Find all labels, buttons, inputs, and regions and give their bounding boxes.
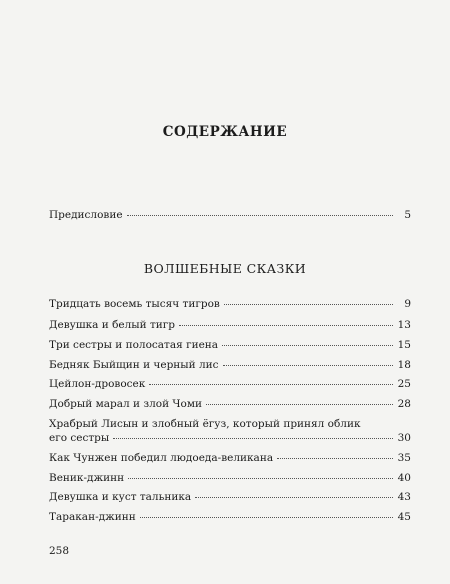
- toc-entry-page: 28: [397, 398, 411, 410]
- toc-entry-page: 9: [404, 298, 411, 310]
- toc-entry: [49, 377, 411, 391]
- toc-entry: [49, 318, 411, 332]
- page-title: СОДЕРЖАНИЕ: [162, 124, 288, 140]
- toc-entry-label: Веник-джинн: [49, 472, 125, 484]
- toc-entry-label: Добрый марал и злой Чоми: [49, 398, 203, 410]
- toc-entry-label: Бедняк Быйщин и черный лис: [49, 359, 219, 371]
- page-number: 258: [49, 545, 70, 557]
- toc-entry: [49, 510, 411, 524]
- dot-leader: [223, 365, 393, 366]
- toc-entry-label: Храбрый Лисын и злобный ёгуз, который принял облик: [49, 418, 361, 430]
- toc-entry: [49, 297, 411, 311]
- dot-leader: [149, 384, 393, 385]
- toc-entry-page: 18: [397, 359, 411, 371]
- dot-leader: [277, 458, 393, 459]
- toc-entry-label: Тридцать восемь тысяч тигров: [49, 298, 220, 310]
- toc-entry-label: Девушка и куст тальника: [49, 491, 192, 503]
- toc-entry-label-continued: его сестры: [49, 432, 110, 444]
- toc-entry: [49, 397, 411, 411]
- toc-entry-page: 43: [397, 491, 411, 503]
- section-title: ВОЛШЕБНЫЕ СКАЗКИ: [143, 261, 307, 276]
- dot-leader: [140, 517, 393, 518]
- toc-entry-preface: [49, 208, 411, 222]
- toc-entry-page: 35: [397, 452, 411, 464]
- toc-entry-page: 45: [397, 511, 411, 523]
- toc-entry: [49, 358, 411, 372]
- toc-entry-label: Девушка и белый тигр: [49, 319, 176, 331]
- toc-entry: [49, 451, 411, 465]
- toc-entry-page: 15: [397, 339, 411, 351]
- toc-entry: [49, 471, 411, 485]
- dot-leader: [195, 497, 393, 498]
- toc-entry-page: 25: [397, 378, 411, 390]
- dot-leader: [128, 478, 393, 479]
- toc-entry-label: Как Чунжен победил людоеда-великана: [49, 452, 274, 464]
- toc-entry: [49, 338, 411, 352]
- toc-entry: [49, 417, 411, 445]
- toc-entry-page: 13: [397, 319, 411, 331]
- toc-entry-page: 30: [397, 432, 411, 444]
- dot-leader: [127, 215, 393, 216]
- dot-leader: [222, 345, 393, 346]
- toc-entry-label: Таракан-джинн: [49, 511, 136, 523]
- dot-leader: [206, 404, 393, 405]
- toc-entry: [49, 490, 411, 504]
- toc-entry-label: Предисловие: [49, 209, 123, 221]
- toc-entry-page: 5: [404, 209, 411, 221]
- toc-entry-label: Цейлон-дровосек: [49, 378, 146, 390]
- dot-leader: [224, 304, 393, 305]
- toc-entry-page: 40: [397, 472, 411, 484]
- dot-leader: [179, 325, 393, 326]
- toc-entry-label: Три сестры и полосатая гиена: [49, 339, 219, 351]
- dot-leader: [113, 438, 393, 439]
